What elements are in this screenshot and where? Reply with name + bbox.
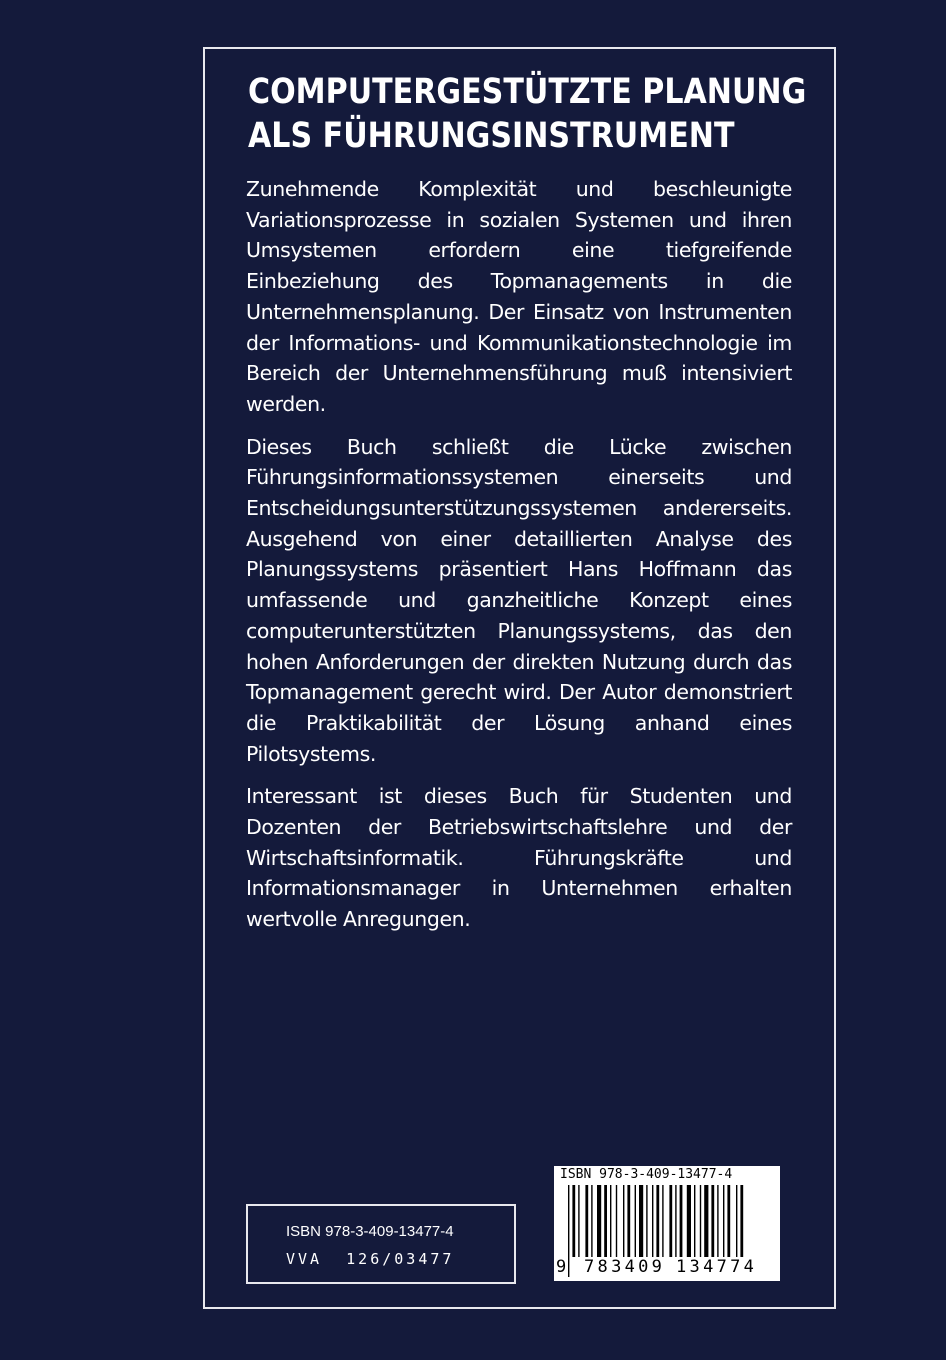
barcode-digits-right: 134774 bbox=[676, 1257, 758, 1277]
barcode-digits-left: 783409 bbox=[584, 1257, 666, 1277]
vva-number: VVA 126/03477 bbox=[286, 1250, 455, 1268]
book-title bbox=[248, 70, 807, 158]
blurb bbox=[246, 174, 792, 947]
book-title-line-2: ALS FÜHRUNGSINSTRUMENT bbox=[248, 116, 735, 156]
book-title-line-1: COMPUTERGESTÜTZTE PLANUNG bbox=[248, 72, 807, 112]
isbn-text: ISBN 978-3-409-13477-4 bbox=[286, 1223, 454, 1240]
isbn-box bbox=[246, 1204, 516, 1284]
blurb-paragraph-1: Zunehmende Komplexität und beschleunigte Variationsprozesse in sozialen Systemen und ihren Umsystemen erfordern eine tiefgreifende Einbeziehung des Topmanagements in die Unternehmensplanung. Der Einsatz von Instrumenten der Informations- und Kommunikationstechnologie im Bereich der Unternehmensführung muß intensiviert werden. bbox=[246, 177, 792, 416]
blurb-paragraph-2: Dieses Buch schließt die Lücke zwischen Führungsinformationssystemen einerseits und Entscheidungsunterstützungssystemen andererseits. Ausgehend von einer detaillierten Analyse des Planungssystems präsentiert Hans Hoffmann das umfassende und ganzheitliche Konzept eines computerunterstützten Planungssystems, das den hohen Anforderungen der direkten Nutzung durch das Topmanagement gerecht wird. Der Autor demonstriert die Praktikabilität der Lösung anhand eines Pilotsystems. bbox=[246, 434, 792, 766]
barcode-isbn: ISBN 978-3-409-13477-4 bbox=[560, 1167, 733, 1182]
barcode-digit-first: 9 bbox=[556, 1257, 567, 1277]
barcode bbox=[554, 1166, 780, 1281]
blurb-paragraph-3: Interessant ist dieses Buch für Studenten und Dozenten der Betriebswirtschaftslehre und der Wirtschaftsinformatik. Führungskräfte und Informationsmanager in Unternehmen erhalten wertvolle Anregungen. bbox=[246, 784, 792, 932]
